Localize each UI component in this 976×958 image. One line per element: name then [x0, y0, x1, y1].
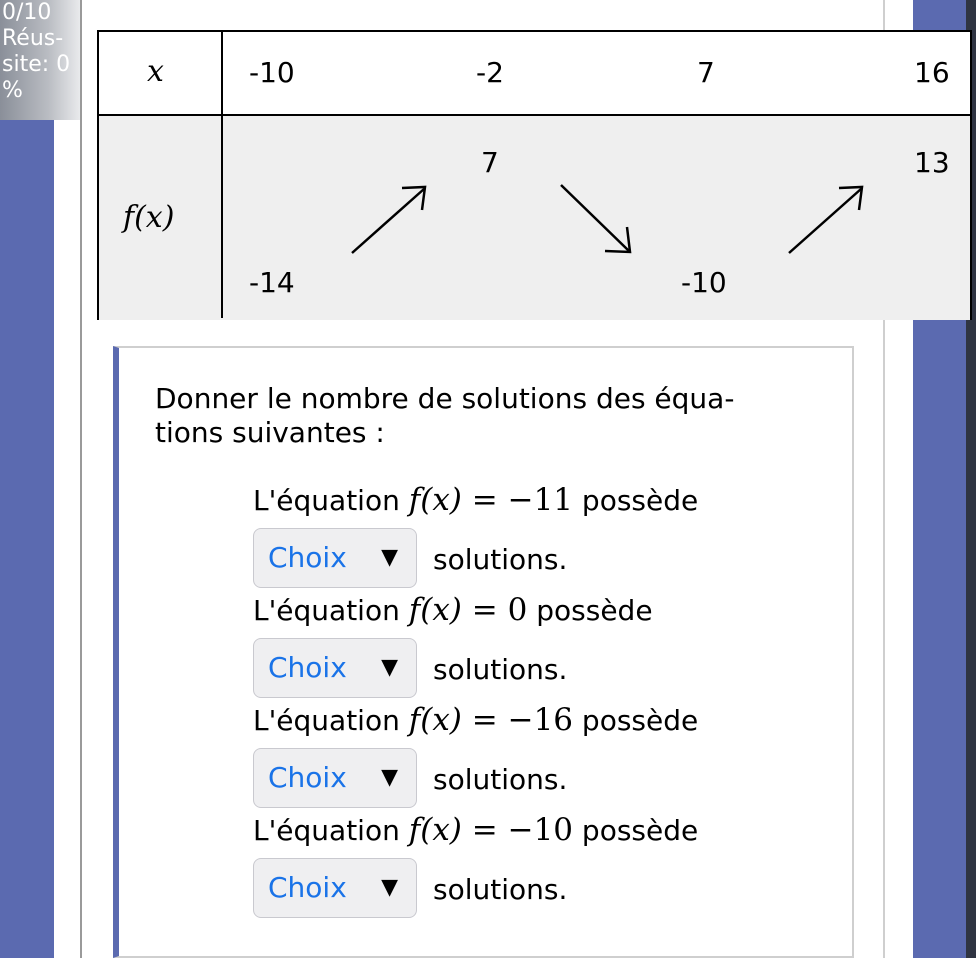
dropdown-caret-icon: ▼	[381, 765, 398, 790]
solutions-select-4[interactable]	[253, 858, 417, 918]
dropdown-caret-icon: ▼	[381, 545, 398, 570]
eq-prefix: L'équation	[253, 704, 400, 737]
eq-lhs: f(x)	[408, 592, 462, 628]
score-count: 0/10	[2, 0, 52, 25]
f-value-min: -14	[249, 266, 295, 299]
solutions-select-3[interactable]	[253, 748, 417, 808]
prompt-line: tions suivantes :	[155, 416, 385, 449]
f-value-min: -10	[681, 266, 727, 299]
score-label: Réus-	[2, 26, 64, 51]
eq-rhs: 0	[507, 592, 528, 628]
solutions-label: solutions.	[433, 763, 568, 796]
select-value: Choix	[268, 761, 347, 794]
variation-table	[97, 30, 972, 320]
prompt-line: Donner le nombre de solutions des équa-	[155, 382, 735, 415]
f-value-max: 7	[481, 146, 499, 179]
question-prompt	[155, 382, 835, 450]
exercise-box	[113, 346, 854, 958]
eq-lhs: f(x)	[408, 702, 462, 738]
increasing-arrow-icon	[344, 181, 434, 261]
eq-lhs: f(x)	[408, 812, 462, 848]
eq-rhs: −11	[507, 482, 574, 518]
left-sidebar	[0, 0, 54, 958]
fx-row	[99, 116, 970, 320]
eq-suffix: possède	[581, 704, 699, 737]
equation-1	[253, 482, 698, 518]
eq-prefix: L'équation	[253, 594, 400, 627]
content-border-left	[80, 0, 82, 958]
eq-rhs: −10	[507, 812, 574, 848]
f-value-end: 13	[914, 146, 950, 179]
eq-suffix: possède	[581, 814, 699, 847]
solutions-select-2[interactable]	[253, 638, 417, 698]
eq-lhs: f(x)	[408, 482, 462, 518]
eq-rhs: −16	[507, 702, 574, 738]
solutions-label: solutions.	[433, 543, 568, 576]
decreasing-arrow-icon	[557, 181, 637, 261]
eq-prefix: L'équation	[253, 484, 400, 517]
x-value: -2	[476, 56, 504, 89]
score-panel	[0, 0, 80, 120]
equation-2	[253, 592, 653, 628]
dropdown-caret-icon: ▼	[381, 655, 398, 680]
dropdown-caret-icon: ▼	[381, 875, 398, 900]
fx-header: f(x)	[123, 200, 175, 235]
x-value: -10	[249, 56, 295, 89]
equation-math: f(x) = −11	[408, 482, 574, 518]
eq-suffix: possède	[581, 484, 699, 517]
x-value: 7	[697, 56, 715, 89]
select-value: Choix	[268, 871, 347, 904]
equation-math: f(x) = −10	[408, 812, 574, 848]
increasing-arrow-icon	[781, 181, 871, 261]
select-value: Choix	[268, 651, 347, 684]
equation-math: f(x) = 0	[408, 592, 528, 628]
solutions-label: solutions.	[433, 653, 568, 686]
score-percent: %	[2, 78, 23, 103]
equation-3	[253, 702, 698, 738]
x-row	[99, 32, 970, 116]
score-label-cont: site: 0	[2, 52, 71, 77]
equation-4	[253, 812, 698, 848]
x-value: 16	[914, 56, 950, 89]
select-value: Choix	[268, 541, 347, 574]
solutions-select-1[interactable]	[253, 528, 417, 588]
eq-suffix: possède	[536, 594, 653, 627]
column-separator	[221, 32, 223, 318]
solutions-label: solutions.	[433, 873, 568, 906]
equation-math: f(x) = −16	[408, 702, 574, 738]
eq-prefix: L'équation	[253, 814, 400, 847]
x-header: x	[147, 54, 164, 89]
